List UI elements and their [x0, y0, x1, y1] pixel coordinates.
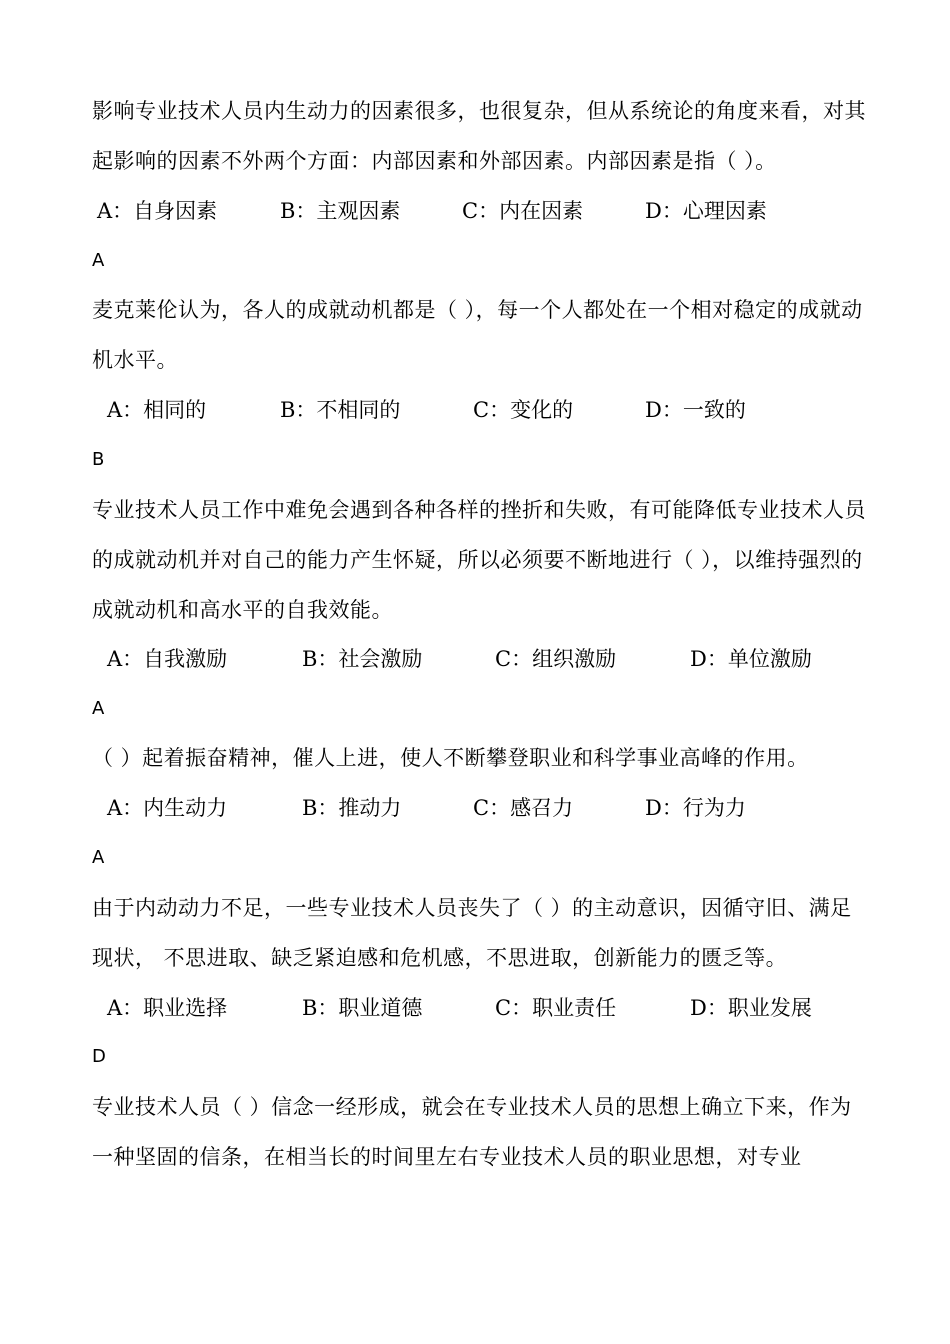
option-d: D：职业发展 [690, 996, 812, 1020]
question-4-options [0, 783, 950, 833]
option-d: D：一致的 [645, 398, 746, 422]
option-a: A：内生动力 [107, 796, 228, 820]
question-2-text: 麦克莱伦认为，各人的成就动机都是（ ），每一个人都处在一个相对稳定的成就动机水平。 [92, 298, 863, 372]
question-6-text: 专业技术人员（ ）信念一经形成，就会在专业技术人员的思想上确立下来，作为一种坚固的信条，在相当长的时间里左右专业技术人员的职业思想，对专业 [92, 1095, 852, 1169]
option-d: D：单位激励 [690, 647, 812, 671]
option-b: B：职业道德 [302, 996, 423, 1020]
question-3-answer: A [92, 698, 105, 719]
question-5-options [0, 983, 950, 1033]
option-b: B：社会激励 [302, 647, 423, 671]
question-5-answer: D [92, 1046, 106, 1067]
question-5-text: 由于内动动力不足，一些专业技术人员丧失了（ ）的主动意识，因循守旧、满足现状， 不思进取、缺乏紧迫感和危机感，不思进取，创新能力的匮乏等。 [92, 896, 852, 970]
question-3-text: 专业技术人员工作中难免会遇到各种各样的挫折和失败，有可能降低专业技术人员的成就动机并对自己的能力产生怀疑，所以必须要不断地进行（ ），以维持强烈的成就动机和高水平的自我效能。 [92, 498, 866, 622]
option-c: C：职业责任 [495, 996, 617, 1020]
question-1-options [0, 186, 950, 236]
question-2-options [0, 385, 950, 435]
question-1-answer: A [92, 250, 105, 271]
option-d: D：心理因素 [645, 199, 767, 223]
option-b: B：不相同的 [280, 398, 401, 422]
option-a: A：相同的 [107, 398, 207, 422]
option-c: C：内在因素 [462, 199, 584, 223]
option-a: A：自我激励 [107, 647, 228, 671]
option-a: A：自身因素 [97, 199, 218, 223]
option-b: B：主观因素 [280, 199, 401, 223]
option-c: C：感召力 [473, 796, 574, 820]
option-c: C：组织激励 [495, 647, 617, 671]
question-1-text: 影响专业技术人员内生动力的因素很多，也很复杂，但从系统论的角度来看，对其起影响的因素不外两个方面：内部因素和外部因素。内部因素是指（ ）。 [92, 99, 866, 173]
question-3-options [0, 634, 950, 684]
option-c: C：变化的 [473, 398, 574, 422]
question-4-text: （ ）起着振奋精神，催人上进，使人不断攀登职业和科学事业高峰的作用。 [92, 746, 809, 770]
question-4-answer: A [92, 847, 105, 868]
option-a: A：职业选择 [107, 996, 228, 1020]
option-d: D：行为力 [645, 796, 746, 820]
question-2-answer: B [92, 449, 105, 470]
option-b: B：推动力 [302, 796, 402, 820]
